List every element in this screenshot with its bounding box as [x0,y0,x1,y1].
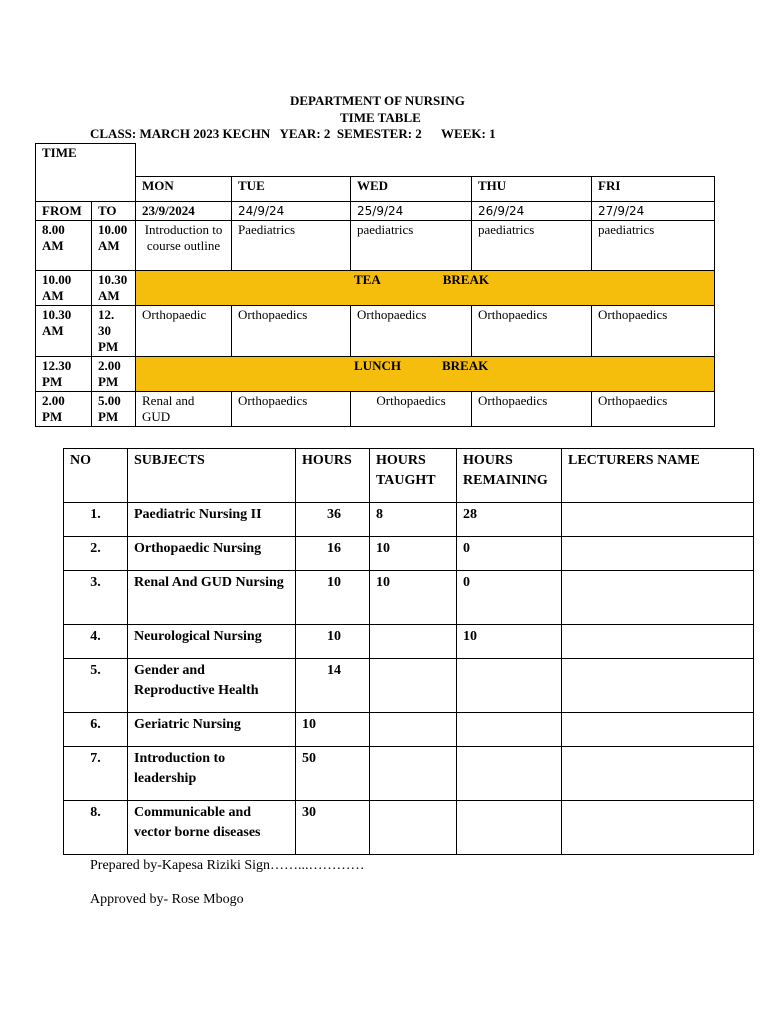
slot3-to: 5.00 PM [92,392,136,427]
row-taught [370,625,457,659]
tea-from: 10.00 AM [36,271,92,306]
col-hours-remaining: HOURS REMAINING [457,449,562,503]
row-lecturer [562,625,754,659]
lunch-to: 2.00 PM [92,357,136,392]
day-thu: THU [472,177,592,202]
row-taught: 10 [370,571,457,625]
class-line [90,126,496,142]
row-remaining: 28 [457,503,562,537]
day-wed: WED [351,177,472,202]
slot2-fri: Orthopaedics [592,306,715,357]
slot3-tue: Orthopaedics [232,392,351,427]
table-row [64,713,754,747]
row-hours: 50 [296,747,370,801]
row-hours: 10 [296,625,370,659]
row-subject: Neurological Nursing [128,625,296,659]
slot3-thu: Orthopaedics [472,392,592,427]
table-row [64,801,754,855]
table-row [64,571,754,625]
subjects-table [63,448,754,855]
row-no: 5. [64,659,128,713]
to-header: TO [92,202,136,221]
from-header: FROM [36,202,92,221]
row-no: 3. [64,571,128,625]
day-fri: FRI [592,177,715,202]
col-no: NO [64,449,128,503]
col-hours-taught: HOURS TAUGHT [370,449,457,503]
department-title: DEPARTMENT OF NURSING [290,93,465,108]
table-row [64,537,754,571]
time-header: TIME [36,144,136,202]
row-taught [370,659,457,713]
row-subject: Paediatric Nursing II [128,503,296,537]
col-subjects: SUBJECTS [128,449,296,503]
slot3-mon: Renal and GUD [136,392,232,427]
date-tue: 24/9/24 [232,202,351,221]
slot1-mon: Introduction to course outline [136,221,232,271]
slot2-wed: Orthopaedics [351,306,472,357]
tea-break-bar [136,271,715,306]
slot2-mon: Orthopaedic [136,306,232,357]
row-remaining [457,747,562,801]
row-remaining: 0 [457,571,562,625]
row-hours: 30 [296,801,370,855]
row-hours: 14 [296,659,370,713]
row-remaining [457,713,562,747]
slot2-from: 10.30 AM [36,306,92,357]
class-details: : MARCH 2023 KECHN YEAR: 2 SEMESTER: 2 WEEK: 1 [131,126,496,141]
slot3-from: 2.00 PM [36,392,92,427]
slot3-fri: Orthopaedics [592,392,715,427]
slot1-from: 8.00 AM [36,221,92,271]
prepared-by: Prepared by-Kapesa Riziki Sign……...………… [90,858,365,873]
row-lecturer [562,571,754,625]
row-hours: 10 [296,713,370,747]
slot1-tue: Paediatrics [232,221,351,271]
row-lecturer [562,747,754,801]
tea-break-label: BREAK [442,272,489,287]
date-mon: 23/9/2024 [136,202,232,221]
row-lecturer [562,537,754,571]
row-no: 6. [64,713,128,747]
row-remaining [457,801,562,855]
row-subject: Geriatric Nursing [128,713,296,747]
row-lecturer [562,713,754,747]
row-no: 1. [64,503,128,537]
row-remaining [457,659,562,713]
lunch-break-bar [136,357,715,392]
row-hours: 10 [296,571,370,625]
blank-cell [136,144,715,177]
row-subject: Communicable and vector borne diseases [128,801,296,855]
row-taught [370,747,457,801]
tea-to: 10.30 AM [92,271,136,306]
row-taught [370,713,457,747]
day-mon: MON [136,177,232,202]
lunch-from: 12.30 PM [36,357,92,392]
row-lecturer [562,659,754,713]
table-row [64,747,754,801]
lunch-break-label: BREAK [441,358,489,373]
row-taught [370,801,457,855]
slot1-to: 10.00 AM [92,221,136,271]
row-no: 8. [64,801,128,855]
row-subject: Introduction to leadership [128,747,296,801]
slot2-tue: Orthopaedics [232,306,351,357]
slot1-fri: paediatrics [592,221,715,271]
row-remaining: 10 [457,625,562,659]
row-remaining: 0 [457,537,562,571]
tea-label: TEA [354,272,381,287]
table-row [64,503,754,537]
timetable [35,143,715,427]
approved-by: Approved by- Rose Mbogo [90,892,244,907]
lunch-label: LUNCH [354,358,401,373]
row-subject: Gender and Reproductive Health [128,659,296,713]
row-taught: 8 [370,503,457,537]
row-subject: Orthopaedic Nursing [128,537,296,571]
row-hours: 16 [296,537,370,571]
class-label: CLASS [90,126,132,141]
row-no: 4. [64,625,128,659]
slot2-thu: Orthopaedics [472,306,592,357]
date-thu: 26/9/24 [472,202,592,221]
date-fri: 27/9/24 [592,202,715,221]
day-tue: TUE [232,177,351,202]
slot1-wed: paediatrics [351,221,472,271]
timetable-title: TIME TABLE [340,110,421,125]
row-lecturer [562,801,754,855]
row-subject: Renal And GUD Nursing [128,571,296,625]
col-lecturers-name: LECTURERS NAME [562,449,754,503]
slot2-to: 12. 30 PM [92,306,136,357]
col-hours: HOURS [296,449,370,503]
row-lecturer [562,503,754,537]
row-taught: 10 [370,537,457,571]
row-no: 2. [64,537,128,571]
slot1-thu: paediatrics [472,221,592,271]
date-wed: 25/9/24 [351,202,472,221]
table-row [64,625,754,659]
row-no: 7. [64,747,128,801]
table-row [64,659,754,713]
slot3-wed: Orthopaedics [351,392,472,427]
row-hours: 36 [296,503,370,537]
